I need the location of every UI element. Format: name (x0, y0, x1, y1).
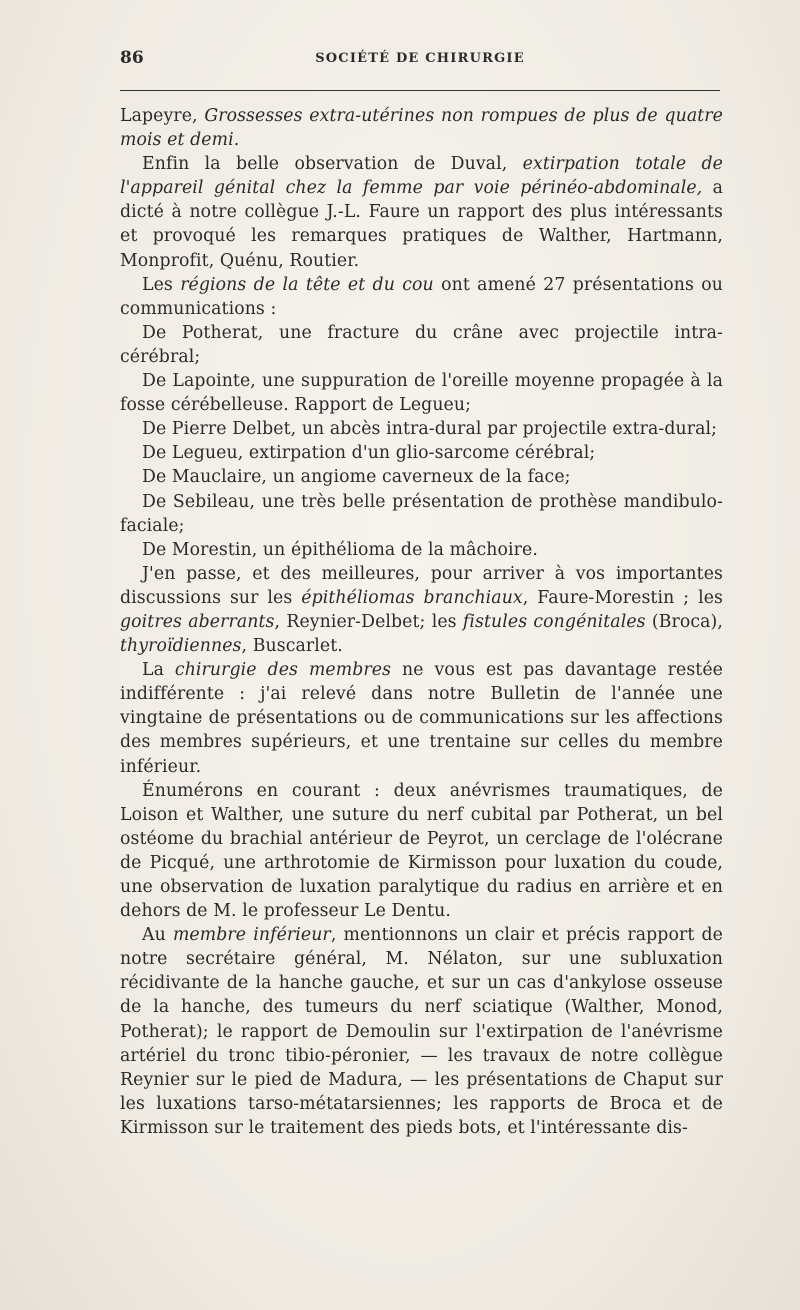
italic-text: chirurgie des membres (174, 660, 392, 681)
text-run: ne vous est pas davantage restée indifférente : j'ai relevé dans notre Bulletin de l'année une vingtaine de présentations ou de communications sur les affections des membres supérieurs, et une trentaine sur celles du membre inférieur. (120, 660, 723, 777)
paragraph (120, 923, 723, 1140)
page-number: 86 (120, 48, 144, 68)
text-run: (Broca), (645, 611, 723, 632)
text-run: Enfin la belle observation de Duval, (142, 154, 523, 175)
text-run: De Sebileau, une très belle présentation de prothèse mandibulo-faciale; (120, 491, 723, 536)
text-run: De Pierre Delbet, un abcès intra-dural par projectile extra-dural; (142, 419, 718, 440)
paragraph (120, 104, 723, 152)
paragraph (120, 465, 723, 489)
text-run: De Morestin, un épithélioma de la mâchoire. (142, 539, 538, 560)
paragraph (120, 562, 723, 658)
italic-text: régions de la tête et du cou (180, 274, 434, 295)
text-run: De Mauclaire, un angiome caverneux de la face; (142, 467, 571, 488)
header-rule (120, 90, 720, 91)
italic-text: épithéliomas branchiaux (301, 587, 523, 608)
text-run: Au (142, 925, 173, 946)
text-run: De Potherat, une fracture du crâne avec projectile intra-cérébral; (120, 322, 723, 367)
paragraph (120, 321, 723, 369)
text-run: . (233, 130, 240, 151)
italic-text: extirpation totale de l'appareil génital chez la femme par voie périnéo-abdominale, (120, 154, 723, 199)
text-run: La (142, 660, 175, 681)
text-run: De Legueu, extirpation d'un glio-sarcome cérébral; (142, 443, 596, 464)
text-run: ont amené 27 présentations ou communications : (120, 274, 724, 319)
text-run: J'en passe, et des meilleures, pour arriver à vos importantes discussions sur les (120, 563, 723, 608)
text-run: a dicté à notre collègue J.-L. Faure un rapport des plus intéressants et provoqué les remarques pratiques de Walther, Hartmann, Monprofit, Quénu, Routier. (120, 178, 723, 271)
paragraph (120, 152, 723, 272)
italic-text: thyroïdiennes (120, 636, 242, 657)
text-run: Énumérons en courant : deux anévrismes traumatiques, de Loison et Walther, une suture du nerf cubital par Potherat, un bel ostéome du brachial antérieur de Peyrot, un cerclage de l'olécrane de Picqué, une arthrotomie de Kirmisson pour luxation du coude, une observation de luxation paralytique du radius en arrière et en dehors de M. le professeur Le Dentu. (120, 780, 723, 922)
text-run: , Reynier-Delbet; les (274, 611, 463, 632)
paragraph (120, 417, 723, 441)
paragraph (120, 369, 723, 417)
italic-text: fistules congénitales (462, 611, 646, 632)
text-run: , Faure-Morestin ; les (522, 587, 724, 608)
italic-text: Grossesses extra-utérines non rompues de plus de quatre mois et demi (120, 106, 723, 151)
running-title: SOCIÉTÉ DE CHIRURGIE (315, 51, 525, 66)
paragraph (120, 658, 723, 778)
text-run: Lapeyre, (120, 106, 205, 126)
page-header (120, 48, 720, 70)
paragraph (120, 538, 723, 562)
paragraph (120, 779, 723, 924)
paragraph (120, 490, 723, 538)
italic-text: goitres aberrants (120, 611, 275, 632)
text-run: , Buscarlet. (241, 636, 343, 657)
text-run: Les (142, 274, 181, 295)
body-text (120, 104, 723, 1140)
text-run: , mentionnons un clair et précis rapport de notre secrétaire général, M. Nélaton, sur une subluxation récidivante de la hanche gauche, et sur un cas d'ankylose osseuse de la hanche, des tumeurs du nerf sciatique (Walther, Monod, Potherat); le rapport de Demoulin sur l'extirpation de l'anévrisme artériel du tronc tibio-péronier, — les travaux de notre collègue Reynier sur le pied de Madura, — les présentations de Chaput sur les luxations tarso-métatarsiennes; les rapports de Broca et de Kirmisson sur le traitement des pieds bots, et l'intéressante dis- (120, 925, 723, 1138)
paragraph (120, 273, 723, 321)
italic-text: membre inférieur (172, 925, 331, 946)
paragraph (120, 441, 723, 465)
text-run: De Lapointe, une suppuration de l'oreille moyenne propagée à la fosse cérébelleuse. Rapport de Legueu; (120, 371, 723, 416)
